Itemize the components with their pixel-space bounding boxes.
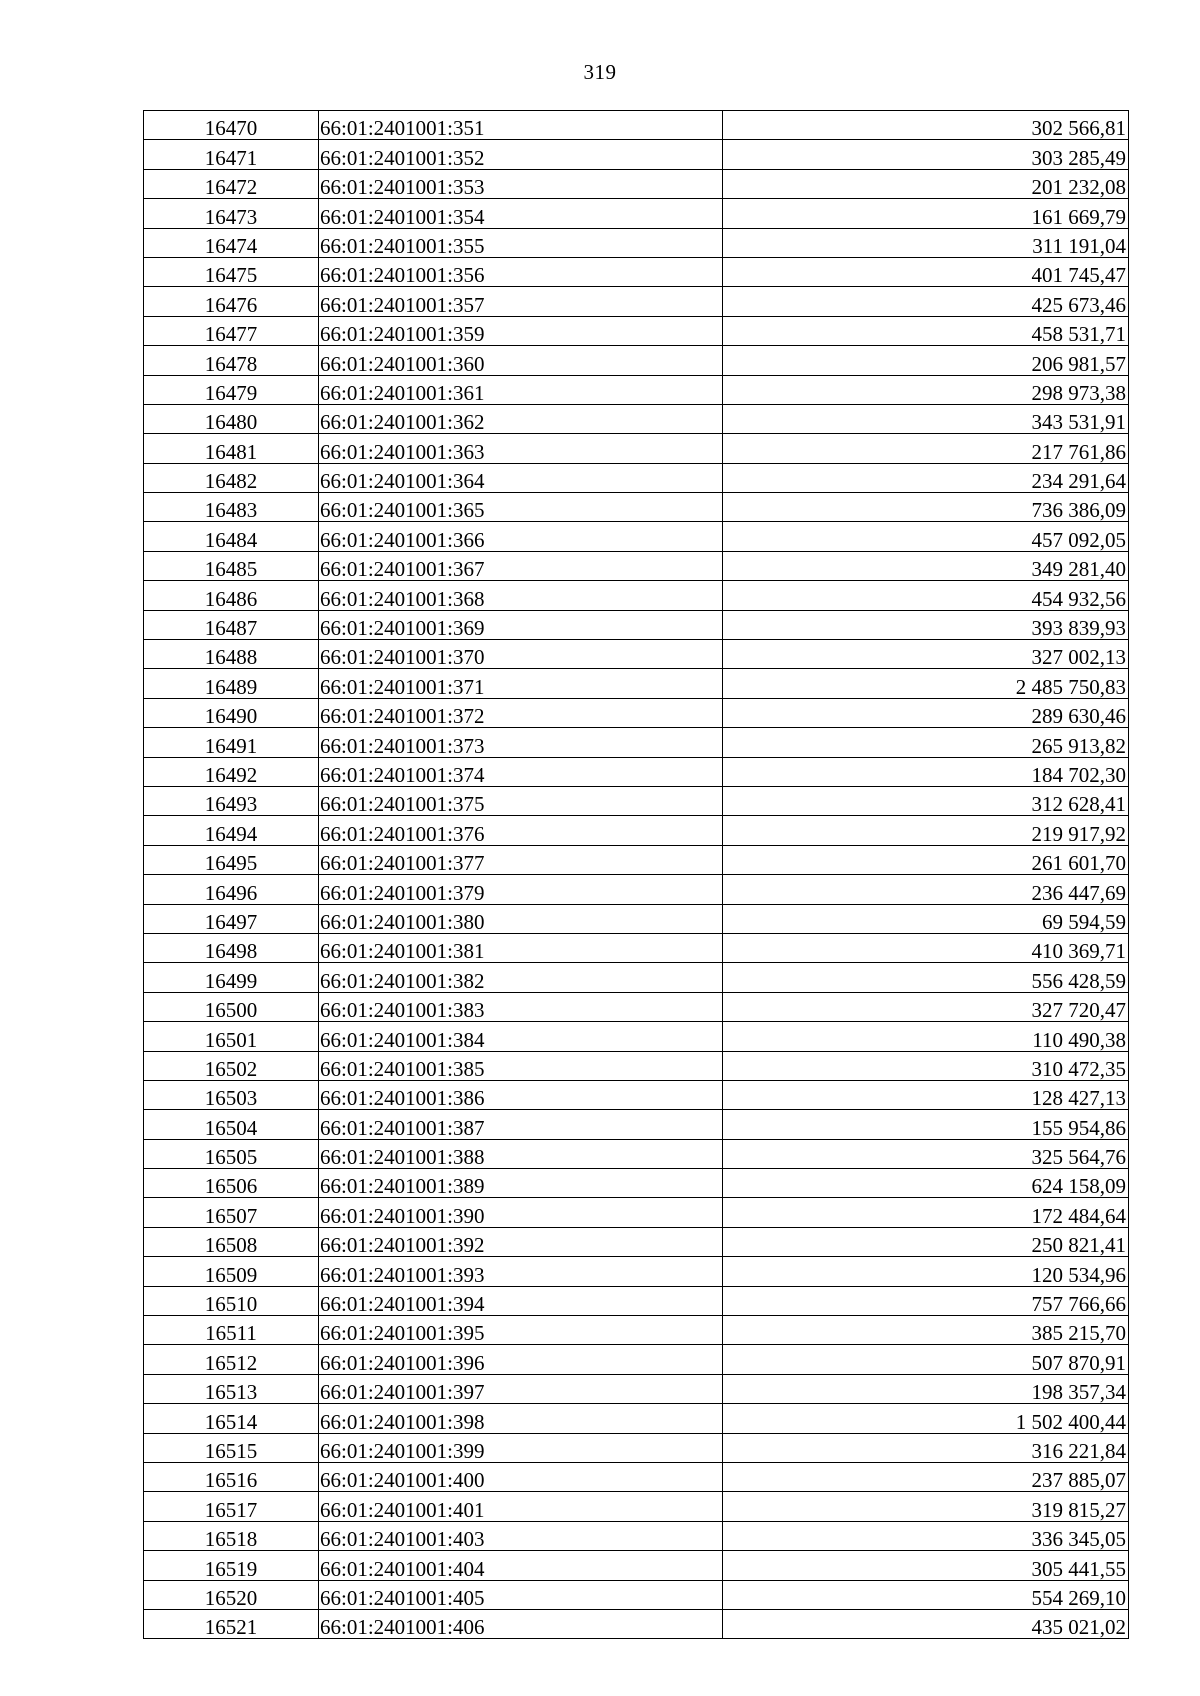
row-number-cell: 16486 <box>144 581 319 610</box>
row-number-cell: 16497 <box>144 904 319 933</box>
cadastral-number-cell: 66:01:2401001:397 <box>319 1374 723 1403</box>
cadastral-value-cell: 343 531,91 <box>723 404 1129 433</box>
cadastral-value-cell: 1 502 400,44 <box>723 1404 1129 1433</box>
table-row <box>144 199 1129 228</box>
table-row <box>144 1022 1129 1051</box>
cadastral-value-cell: 69 594,59 <box>723 904 1129 933</box>
cadastral-value-cell: 554 269,10 <box>723 1580 1129 1609</box>
cadastral-number-cell: 66:01:2401001:403 <box>319 1521 723 1550</box>
table-row <box>144 1551 1129 1580</box>
table-row <box>144 346 1129 375</box>
cadastral-value-cell: 624 158,09 <box>723 1169 1129 1198</box>
table-row <box>144 640 1129 669</box>
row-number-cell: 16495 <box>144 845 319 874</box>
cadastral-value-cell: 458 531,71 <box>723 316 1129 345</box>
cadastral-number-cell: 66:01:2401001:354 <box>319 199 723 228</box>
cadastral-number-cell: 66:01:2401001:355 <box>319 228 723 257</box>
table-row <box>144 845 1129 874</box>
cadastral-number-cell: 66:01:2401001:362 <box>319 404 723 433</box>
cadastral-value-cell: 265 913,82 <box>723 728 1129 757</box>
row-number-cell: 16512 <box>144 1345 319 1374</box>
cadastral-number-cell: 66:01:2401001:392 <box>319 1227 723 1256</box>
row-number-cell: 16519 <box>144 1551 319 1580</box>
cadastral-number-cell: 66:01:2401001:400 <box>319 1462 723 1491</box>
cadastral-number-cell: 66:01:2401001:395 <box>319 1316 723 1345</box>
cadastral-value-cell: 236 447,69 <box>723 875 1129 904</box>
row-number-cell: 16494 <box>144 816 319 845</box>
cadastral-number-cell: 66:01:2401001:382 <box>319 963 723 992</box>
cadastral-number-cell: 66:01:2401001:357 <box>319 287 723 316</box>
cadastral-number-cell: 66:01:2401001:361 <box>319 375 723 404</box>
cadastral-number-cell: 66:01:2401001:390 <box>319 1198 723 1227</box>
table-row <box>144 1433 1129 1462</box>
row-number-cell: 16471 <box>144 140 319 169</box>
cadastral-number-cell: 66:01:2401001:372 <box>319 698 723 727</box>
table-row <box>144 493 1129 522</box>
row-number-cell: 16484 <box>144 522 319 551</box>
table-row <box>144 1345 1129 1374</box>
row-number-cell: 16481 <box>144 434 319 463</box>
cadastral-value-cell: 201 232,08 <box>723 169 1129 198</box>
cadastral-value-cell: 298 973,38 <box>723 375 1129 404</box>
table-row <box>144 786 1129 815</box>
table-row <box>144 963 1129 992</box>
row-number-cell: 16487 <box>144 610 319 639</box>
table-row <box>144 316 1129 345</box>
cadastral-number-cell: 66:01:2401001:374 <box>319 757 723 786</box>
table-row <box>144 1051 1129 1080</box>
table-row <box>144 1286 1129 1315</box>
cadastral-value-cell: 305 441,55 <box>723 1551 1129 1580</box>
cadastral-value-cell: 319 815,27 <box>723 1492 1129 1521</box>
cadastral-number-cell: 66:01:2401001:356 <box>319 257 723 286</box>
table-row <box>144 1462 1129 1491</box>
cadastral-value-cell: 385 215,70 <box>723 1316 1129 1345</box>
table-row <box>144 463 1129 492</box>
row-number-cell: 16520 <box>144 1580 319 1609</box>
row-number-cell: 16521 <box>144 1609 319 1638</box>
row-number-cell: 16488 <box>144 640 319 669</box>
row-number-cell: 16518 <box>144 1521 319 1550</box>
cadastral-number-cell: 66:01:2401001:389 <box>319 1169 723 1198</box>
cadastral-value-cell: 234 291,64 <box>723 463 1129 492</box>
row-number-cell: 16508 <box>144 1227 319 1256</box>
table-row <box>144 1139 1129 1168</box>
row-number-cell: 16509 <box>144 1257 319 1286</box>
table-row <box>144 551 1129 580</box>
row-number-cell: 16472 <box>144 169 319 198</box>
cadastral-number-cell: 66:01:2401001:387 <box>319 1110 723 1139</box>
cadastral-value-cell: 316 221,84 <box>723 1433 1129 1462</box>
cadastral-value-cell: 161 669,79 <box>723 199 1129 228</box>
cadastral-number-cell: 66:01:2401001:377 <box>319 845 723 874</box>
cadastral-number-cell: 66:01:2401001:363 <box>319 434 723 463</box>
cadastral-number-cell: 66:01:2401001:385 <box>319 1051 723 1080</box>
cadastral-value-cell: 349 281,40 <box>723 551 1129 580</box>
row-number-cell: 16496 <box>144 875 319 904</box>
cadastral-number-cell: 66:01:2401001:373 <box>319 728 723 757</box>
row-number-cell: 16503 <box>144 1080 319 1109</box>
row-number-cell: 16506 <box>144 1169 319 1198</box>
row-number-cell: 16480 <box>144 404 319 433</box>
cadastral-value-cell: 401 745,47 <box>723 257 1129 286</box>
table-row <box>144 757 1129 786</box>
table-body <box>144 111 1129 1639</box>
table-row <box>144 1580 1129 1609</box>
row-number-cell: 16485 <box>144 551 319 580</box>
cadastral-value-cell: 435 021,02 <box>723 1609 1129 1638</box>
cadastral-number-cell: 66:01:2401001:353 <box>319 169 723 198</box>
cadastral-value-cell: 198 357,34 <box>723 1374 1129 1403</box>
table-row <box>144 1227 1129 1256</box>
cadastral-value-cell: 217 761,86 <box>723 434 1129 463</box>
row-number-cell: 16502 <box>144 1051 319 1080</box>
cadastral-value-cell: 155 954,86 <box>723 1110 1129 1139</box>
table-row <box>144 1080 1129 1109</box>
cadastral-value-cell: 302 566,81 <box>723 111 1129 140</box>
cadastral-number-cell: 66:01:2401001:394 <box>319 1286 723 1315</box>
cadastral-value-cell: 757 766,66 <box>723 1286 1129 1315</box>
cadastral-number-cell: 66:01:2401001:365 <box>319 493 723 522</box>
row-number-cell: 16482 <box>144 463 319 492</box>
table-row <box>144 1609 1129 1638</box>
cadastral-value-cell: 120 534,96 <box>723 1257 1129 1286</box>
row-number-cell: 16514 <box>144 1404 319 1433</box>
row-number-cell: 16513 <box>144 1374 319 1403</box>
table-row <box>144 522 1129 551</box>
cadastral-value-cell: 736 386,09 <box>723 493 1129 522</box>
cadastral-value-cell: 303 285,49 <box>723 140 1129 169</box>
cadastral-number-cell: 66:01:2401001:364 <box>319 463 723 492</box>
row-number-cell: 16507 <box>144 1198 319 1227</box>
cadastral-value-cell: 219 917,92 <box>723 816 1129 845</box>
cadastral-value-cell: 206 981,57 <box>723 346 1129 375</box>
cadastral-number-cell: 66:01:2401001:401 <box>319 1492 723 1521</box>
cadastral-number-cell: 66:01:2401001:370 <box>319 640 723 669</box>
table-row <box>144 992 1129 1021</box>
row-number-cell: 16515 <box>144 1433 319 1462</box>
cadastral-number-cell: 66:01:2401001:405 <box>319 1580 723 1609</box>
row-number-cell: 16516 <box>144 1462 319 1491</box>
table-row <box>144 904 1129 933</box>
cadastral-value-cell: 2 485 750,83 <box>723 669 1129 698</box>
cadastral-number-cell: 66:01:2401001:352 <box>319 140 723 169</box>
row-number-cell: 16501 <box>144 1022 319 1051</box>
table-row <box>144 610 1129 639</box>
table-row <box>144 228 1129 257</box>
cadastral-value-cell: 172 484,64 <box>723 1198 1129 1227</box>
table-row <box>144 698 1129 727</box>
table-row <box>144 875 1129 904</box>
cadastral-value-cell: 110 490,38 <box>723 1022 1129 1051</box>
cadastral-value-cell: 310 472,35 <box>723 1051 1129 1080</box>
table-row <box>144 1110 1129 1139</box>
table-row <box>144 169 1129 198</box>
cadastral-value-cell: 454 932,56 <box>723 581 1129 610</box>
cadastral-value-cell: 184 702,30 <box>723 757 1129 786</box>
row-number-cell: 16498 <box>144 933 319 962</box>
table-row <box>144 1492 1129 1521</box>
table-row <box>144 728 1129 757</box>
table-row <box>144 257 1129 286</box>
cadastral-number-cell: 66:01:2401001:388 <box>319 1139 723 1168</box>
cadastral-value-cell: 325 564,76 <box>723 1139 1129 1168</box>
cadastral-value-cell: 507 870,91 <box>723 1345 1129 1374</box>
row-number-cell: 16500 <box>144 992 319 1021</box>
row-number-cell: 16505 <box>144 1139 319 1168</box>
cadastral-number-cell: 66:01:2401001:380 <box>319 904 723 933</box>
row-number-cell: 16490 <box>144 698 319 727</box>
cadastral-number-cell: 66:01:2401001:359 <box>319 316 723 345</box>
cadastral-number-cell: 66:01:2401001:369 <box>319 610 723 639</box>
cadastral-value-cell: 311 191,04 <box>723 228 1129 257</box>
cadastral-value-table <box>143 110 1129 1639</box>
table-row <box>144 404 1129 433</box>
table-row <box>144 816 1129 845</box>
cadastral-value-cell: 327 002,13 <box>723 640 1129 669</box>
table-row <box>144 1198 1129 1227</box>
table-row <box>144 287 1129 316</box>
row-number-cell: 16499 <box>144 963 319 992</box>
cadastral-number-cell: 66:01:2401001:393 <box>319 1257 723 1286</box>
table-row <box>144 581 1129 610</box>
cadastral-number-cell: 66:01:2401001:351 <box>319 111 723 140</box>
cadastral-number-cell: 66:01:2401001:384 <box>319 1022 723 1051</box>
row-number-cell: 16470 <box>144 111 319 140</box>
cadastral-number-cell: 66:01:2401001:376 <box>319 816 723 845</box>
row-number-cell: 16478 <box>144 346 319 375</box>
row-number-cell: 16504 <box>144 1110 319 1139</box>
cadastral-value-cell: 393 839,93 <box>723 610 1129 639</box>
page-number: 319 <box>583 60 617 84</box>
cadastral-value-cell: 327 720,47 <box>723 992 1129 1021</box>
row-number-cell: 16483 <box>144 493 319 522</box>
cadastral-number-cell: 66:01:2401001:375 <box>319 786 723 815</box>
cadastral-value-cell: 128 427,13 <box>723 1080 1129 1109</box>
cadastral-number-cell: 66:01:2401001:406 <box>319 1609 723 1638</box>
cadastral-number-cell: 66:01:2401001:398 <box>319 1404 723 1433</box>
row-number-cell: 16476 <box>144 287 319 316</box>
cadastral-number-cell: 66:01:2401001:360 <box>319 346 723 375</box>
row-number-cell: 16491 <box>144 728 319 757</box>
table-row <box>144 1374 1129 1403</box>
row-number-cell: 16477 <box>144 316 319 345</box>
table-row <box>144 111 1129 140</box>
cadastral-number-cell: 66:01:2401001:386 <box>319 1080 723 1109</box>
row-number-cell: 16479 <box>144 375 319 404</box>
row-number-cell: 16473 <box>144 199 319 228</box>
table-row <box>144 669 1129 698</box>
cadastral-number-cell: 66:01:2401001:396 <box>319 1345 723 1374</box>
table-row <box>144 1316 1129 1345</box>
row-number-cell: 16511 <box>144 1316 319 1345</box>
row-number-cell: 16517 <box>144 1492 319 1521</box>
cadastral-number-cell: 66:01:2401001:383 <box>319 992 723 1021</box>
cadastral-value-cell: 457 092,05 <box>723 522 1129 551</box>
row-number-cell: 16493 <box>144 786 319 815</box>
cadastral-value-cell: 336 345,05 <box>723 1521 1129 1550</box>
table-row <box>144 434 1129 463</box>
table-row <box>144 375 1129 404</box>
table-row <box>144 1521 1129 1550</box>
cadastral-value-cell: 312 628,41 <box>723 786 1129 815</box>
cadastral-value-cell: 261 601,70 <box>723 845 1129 874</box>
cadastral-number-cell: 66:01:2401001:381 <box>319 933 723 962</box>
cadastral-number-cell: 66:01:2401001:379 <box>319 875 723 904</box>
cadastral-number-cell: 66:01:2401001:367 <box>319 551 723 580</box>
row-number-cell: 16489 <box>144 669 319 698</box>
row-number-cell: 16474 <box>144 228 319 257</box>
cadastral-number-cell: 66:01:2401001:399 <box>319 1433 723 1462</box>
table-row <box>144 1169 1129 1198</box>
cadastral-number-cell: 66:01:2401001:368 <box>319 581 723 610</box>
row-number-cell: 16475 <box>144 257 319 286</box>
cadastral-number-cell: 66:01:2401001:371 <box>319 669 723 698</box>
cadastral-value-cell: 410 369,71 <box>723 933 1129 962</box>
table-row <box>144 1257 1129 1286</box>
cadastral-value-cell: 237 885,07 <box>723 1462 1129 1491</box>
cadastral-number-cell: 66:01:2401001:404 <box>319 1551 723 1580</box>
cadastral-value-cell: 250 821,41 <box>723 1227 1129 1256</box>
cadastral-number-cell: 66:01:2401001:366 <box>319 522 723 551</box>
row-number-cell: 16510 <box>144 1286 319 1315</box>
table-row <box>144 1404 1129 1433</box>
table-row <box>144 140 1129 169</box>
cadastral-value-cell: 289 630,46 <box>723 698 1129 727</box>
table-row <box>144 933 1129 962</box>
row-number-cell: 16492 <box>144 757 319 786</box>
cadastral-value-cell: 425 673,46 <box>723 287 1129 316</box>
cadastral-value-cell: 556 428,59 <box>723 963 1129 992</box>
